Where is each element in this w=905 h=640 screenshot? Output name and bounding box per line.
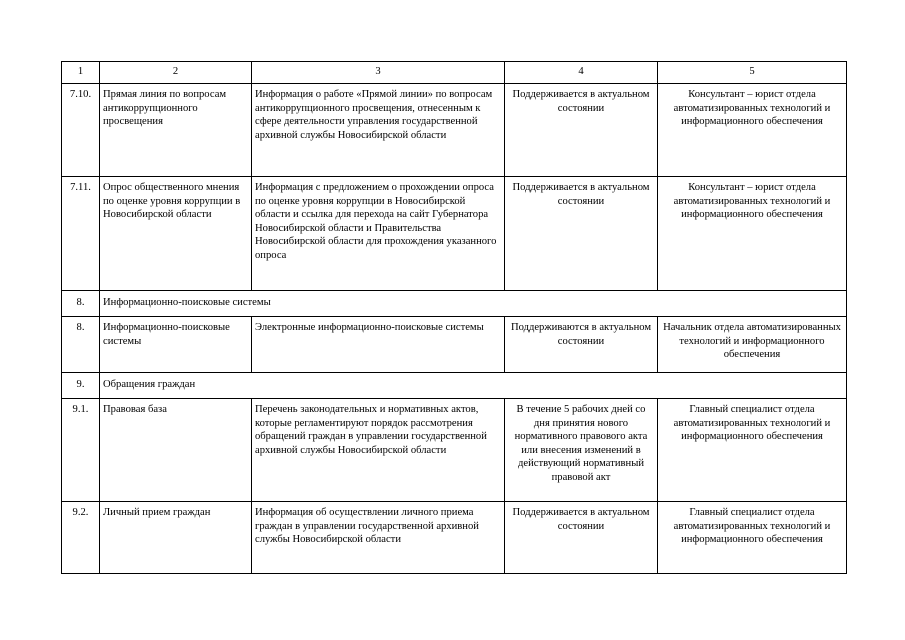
row-term: В течение 5 рабочих дней со дня принятия нового нормативного правового акта или внесения изменений в действующий нормативный правовой акт — [505, 399, 658, 502]
table-row-7-11 — [62, 177, 847, 291]
row-term: Поддерживается в актуальном состоянии — [505, 502, 658, 574]
header-col-3: 3 — [252, 62, 505, 84]
row-responsible: Главный специалист отдела автоматизированных технологий и информационного обеспечения — [658, 502, 847, 574]
section-number: 8. — [62, 291, 100, 317]
section-row-8 — [62, 291, 847, 317]
section-title: Информационно-поисковые системы — [100, 291, 847, 317]
row-term: Поддерживается в актуальном состоянии — [505, 177, 658, 291]
row-responsible: Консультант – юрист отдела автоматизированных технологий и информационного обеспечения — [658, 177, 847, 291]
header-col-1: 1 — [62, 62, 100, 84]
table-row-9-1 — [62, 399, 847, 502]
row-name: Прямая линия по вопросам антикоррупционного просвещения — [100, 84, 252, 177]
row-info: Информация об осуществлении личного приема граждан в управлении государственной архивной службы Новосибирской области — [252, 502, 505, 574]
row-number: 9.1. — [62, 399, 100, 502]
row-info: Информация с предложением о прохождении опроса по оценке уровня коррупции в Новосибирской области и ссылка для перехода на сайт Губернатора Новосибирской области и Правительства Новосибирской области для прохождения указанного опроса — [252, 177, 505, 291]
table-row-7-10 — [62, 84, 847, 177]
row-name: Информационно-поисковые системы — [100, 317, 252, 373]
row-name: Правовая база — [100, 399, 252, 502]
row-name: Опрос общественного мнения по оценке уровня коррупции в Новосибирской области — [100, 177, 252, 291]
row-term: Поддерживаются в актуальном состоянии — [505, 317, 658, 373]
header-col-5: 5 — [658, 62, 847, 84]
row-info: Электронные информационно-поисковые системы — [252, 317, 505, 373]
header-col-4: 4 — [505, 62, 658, 84]
section-number: 9. — [62, 373, 100, 399]
header-col-2: 2 — [100, 62, 252, 84]
row-number: 7.10. — [62, 84, 100, 177]
header-row — [62, 62, 847, 84]
section-row-9 — [62, 373, 847, 399]
row-number: 8. — [62, 317, 100, 373]
row-responsible: Начальник отдела автоматизированных технологий и информационного обеспечения — [658, 317, 847, 373]
row-responsible: Главный специалист отдела автоматизированных технологий и информационного обеспечения — [658, 399, 847, 502]
row-term: Поддерживается в актуальном состоянии — [505, 84, 658, 177]
table-row-9-2 — [62, 502, 847, 574]
row-info: Информация о работе «Прямой линии» по вопросам антикоррупционного просвещения, отнесенным к сфере деятельности управления государственной архивной службы Новосибирской области — [252, 84, 505, 177]
section-title: Обращения граждан — [100, 373, 847, 399]
row-number: 9.2. — [62, 502, 100, 574]
document-table — [61, 61, 847, 574]
table-row-8 — [62, 317, 847, 373]
row-number: 7.11. — [62, 177, 100, 291]
row-responsible: Консультант – юрист отдела автоматизированных технологий и информационного обеспечения — [658, 84, 847, 177]
row-info: Перечень законодательных и нормативных актов, которые регламентируют порядок рассмотрения обращений граждан в управлении государственной архивной службы Новосибирской области — [252, 399, 505, 502]
row-name: Личный прием граждан — [100, 502, 252, 574]
